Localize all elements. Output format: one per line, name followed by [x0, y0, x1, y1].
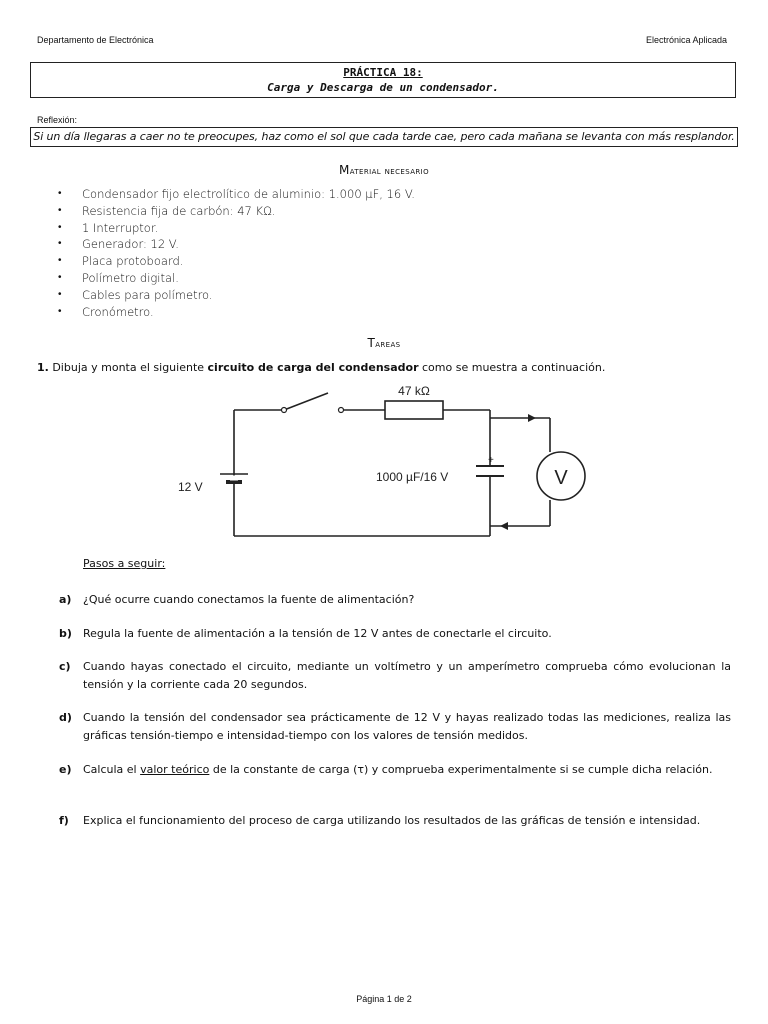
charging-circuit-diagram	[170, 378, 590, 548]
material-heading	[0, 163, 768, 177]
list-item: • Resistencia fija de carbón: 47 KΩ.	[56, 203, 415, 220]
step-text-pre: Calcula el	[83, 763, 141, 776]
step-letter: f)	[59, 814, 69, 827]
tasks-heading	[0, 336, 768, 350]
step-letter: d)	[59, 711, 72, 724]
step-letter: a)	[59, 593, 72, 606]
step-b	[59, 625, 731, 643]
battery-gap	[230, 476, 238, 481]
capacitor-plus-label: +	[488, 455, 494, 466]
practice-title: Carga y Descarga de un condensador.	[267, 81, 499, 94]
step-text: Regula la fuente de alimentación a la tensión de 12 V antes de conectarle el circuito.	[83, 627, 552, 640]
capacitor-label: 1000 µF/16 V	[376, 470, 449, 484]
step-letter: c)	[59, 660, 71, 673]
task-number: 1.	[37, 361, 49, 374]
step-text	[83, 761, 731, 779]
header-subject: Electrónica Aplicada	[645, 35, 727, 45]
voltmeter-label: V	[554, 467, 568, 489]
source-label: 12 V	[178, 480, 203, 494]
switch-blade	[284, 393, 328, 410]
switch-contact	[282, 408, 287, 413]
list-item: • Cables para polímetro.	[56, 287, 415, 304]
reflection-quote: Si un día llegaras a caer no te preocupes, haz como el sol que cada tarde cae, pero cada mañana se levanta con más resplandor.	[30, 127, 738, 147]
step-text: Cuando la tensión del condensador sea prácticamente de 12 V y hayas realizado todas las mediciones, realiza las gráficas tensión-tiempo e intensidad-tiempo con los valores de tensión medidos.	[83, 711, 731, 742]
list-item: • 1 Interruptor.	[56, 220, 415, 237]
tasks-heading-rest: areas	[375, 339, 401, 350]
tasks-heading-initial: T	[367, 336, 376, 350]
list-item: • Cronómetro.	[56, 304, 415, 321]
step-letter: b)	[59, 627, 72, 640]
step-text-underlined: valor teórico	[140, 763, 210, 776]
header-department: Departamento de Electrónica	[37, 35, 154, 45]
step-text: Cuando hayas conectado el circuito, mediante un voltímetro y un amperímetro comprueba cómo evolucionan la tensión y la corriente cada 20 segundos.	[83, 660, 731, 691]
switch-contact	[339, 408, 344, 413]
step-e	[59, 761, 731, 779]
material-heading-initial: M	[338, 163, 350, 177]
material-list	[56, 186, 415, 320]
step-f	[59, 812, 731, 830]
task-text-post: como se muestra a continuación.	[418, 361, 606, 374]
step-c	[59, 658, 731, 693]
step-d	[59, 709, 731, 744]
list-item: • Generador: 12 V.	[56, 236, 415, 253]
steps-title: Pasos a seguir:	[83, 557, 166, 570]
practice-title-box	[30, 62, 736, 98]
list-item: • Condensador fijo electrolítico de aluminio: 1.000 µF, 16 V.	[56, 186, 415, 203]
reflection-label: Reflexión:	[37, 115, 78, 125]
step-a	[59, 591, 731, 609]
step-text: Explica el funcionamiento del proceso de carga utilizando los resultados de las gráficas de tensión e intensidad.	[83, 814, 701, 827]
resistor-label: 47 kΩ	[398, 384, 430, 398]
resistor-symbol	[385, 401, 443, 419]
task-text-pre: Dibuja y monta el siguiente	[48, 361, 208, 374]
task-1	[37, 361, 605, 374]
arrow-icon	[528, 414, 536, 422]
practice-number: PRÁCTICA 18:	[343, 66, 423, 79]
arrow-icon	[500, 522, 508, 530]
step-letter: e)	[59, 763, 72, 776]
material-heading-rest: aterial necesario	[349, 166, 430, 177]
step-text: ¿Qué ocurre cuando conectamos la fuente de alimentación?	[83, 593, 415, 606]
list-item: • Placa protoboard.	[56, 253, 415, 270]
step-text-post: de la constante de carga (τ) y comprueba experimentalmente si se cumple dicha relación.	[209, 763, 713, 776]
list-item: • Polímetro digital.	[56, 270, 415, 287]
page-number: Página 1 de 2	[356, 994, 412, 1004]
task-text-bold: circuito de carga del condensador	[207, 361, 419, 374]
